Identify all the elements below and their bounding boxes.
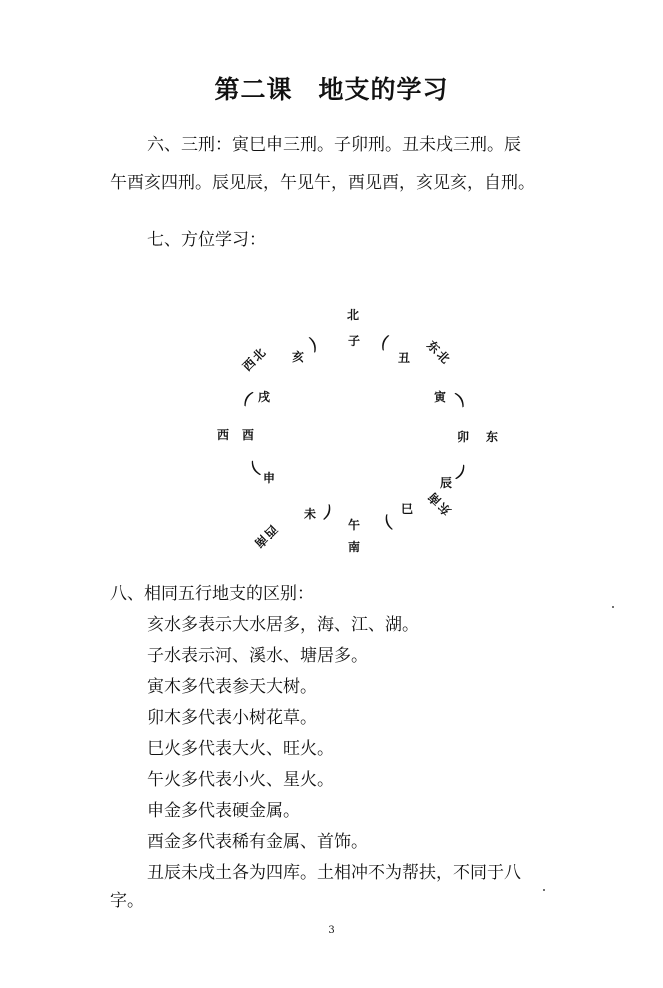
- list-item: 卯木多代表小树花草。: [147, 708, 317, 728]
- page-title: 第二课 地支的学习: [214, 75, 449, 104]
- label-si: 巳: [401, 502, 414, 516]
- label-mao: 卯: [457, 430, 470, 444]
- list-item: 酉金多代表稀有金属、首饰。: [147, 832, 368, 852]
- label-southeast: 东南: [424, 488, 454, 518]
- label-north: 北: [347, 308, 360, 322]
- label-chen: 辰: [440, 476, 453, 490]
- paren-shen: (: [246, 457, 264, 480]
- direction-diagram: [200, 300, 520, 565]
- list-item-continuation: 字。: [110, 891, 144, 911]
- list-item: 丑辰未戌土各为四库。土相冲不为帮扶，不同于八: [147, 863, 521, 883]
- label-south: 南: [348, 540, 361, 554]
- paren-hai: ): [306, 333, 321, 356]
- label-east: 东: [486, 430, 499, 444]
- label-wei: 未: [304, 507, 317, 521]
- label-chou: 丑: [398, 351, 411, 365]
- list-item: 午火多代表小火、星火。: [147, 770, 334, 790]
- paren-chou: (: [377, 331, 392, 354]
- scan-speck: [543, 889, 545, 891]
- paren-yin: ): [451, 388, 469, 411]
- label-zi: 子: [348, 334, 361, 348]
- section-8-heading: 八、相同五行地支的区别：: [110, 584, 314, 604]
- label-yin: 寅: [434, 390, 447, 404]
- section-6-line-1: 六、三刑：寅巳申三刑。子卯刑。丑未戌三刑。辰: [147, 135, 521, 155]
- paren-chen: ): [452, 461, 470, 484]
- label-xu: 戌: [258, 390, 271, 404]
- paren-wei: ): [320, 501, 335, 524]
- label-northwest: 西北: [240, 344, 270, 374]
- label-shen: 申: [263, 471, 276, 485]
- page-number: 3: [328, 925, 335, 936]
- label-southwest: 西南: [250, 522, 280, 552]
- section-7-heading: 七、方位学习：: [147, 230, 266, 250]
- list-item: 亥水多表示大水居多，海、江、湖。: [147, 615, 419, 635]
- label-wu: 午: [348, 518, 361, 532]
- list-item: 子水表示河、溪水、塘居多。: [147, 646, 368, 666]
- label-hai: 亥: [292, 350, 305, 364]
- paren-xu: (: [239, 387, 257, 410]
- label-west: 西: [217, 428, 230, 442]
- label-northeast: 东北: [424, 338, 454, 368]
- paren-si: (: [381, 511, 396, 534]
- scan-speck: [612, 606, 614, 608]
- list-item: 巳火多代表大火、旺火。: [147, 739, 334, 759]
- list-item: 申金多代表硬金属。: [147, 801, 300, 821]
- list-item: 寅木多代表参天大树。: [147, 677, 317, 697]
- label-you: 酉: [242, 428, 255, 442]
- section-6-line-2: 午酉亥四刑。辰见辰，午见午，酉见酉，亥见亥，自刑。: [110, 173, 535, 193]
